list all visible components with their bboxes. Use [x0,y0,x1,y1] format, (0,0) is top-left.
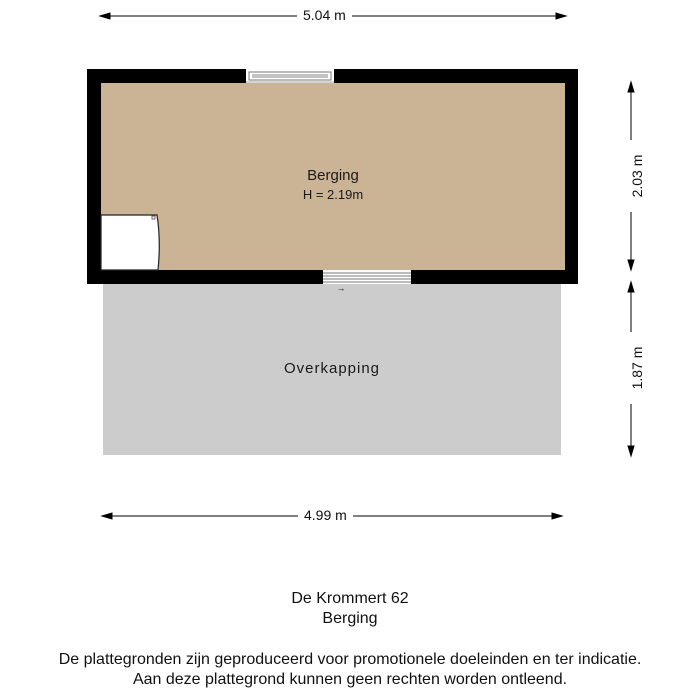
dimension-label-right-lower: 1.87 m [629,332,645,404]
footer-address: De Krommert 62 [291,590,409,607]
corner-fixture [101,215,159,270]
footer-disclaimer-line2: Aan deze plattegrond kunnen geen rechten worden ontleend. [132,671,568,688]
room-label-berging: Berging [307,167,359,184]
dimension-label-right-upper: 2.03 m [629,140,645,212]
dimension-label-top: 5.04 m [297,7,352,23]
door-direction-arrow-icon: → [336,283,346,293]
dimension-label-bottom: 4.99 m [298,507,353,523]
footer-floor-label: Berging [322,610,378,627]
window-top [246,69,334,83]
footer-disclaimer-line1: De plattegronden zijn geproduceerd voor promotionele doeleinden en ter indicatie. [58,651,642,668]
door-bottom [323,270,411,284]
room-height-berging: H = 2.19m [302,187,364,202]
room-label-overkapping: Overkapping [283,360,381,377]
